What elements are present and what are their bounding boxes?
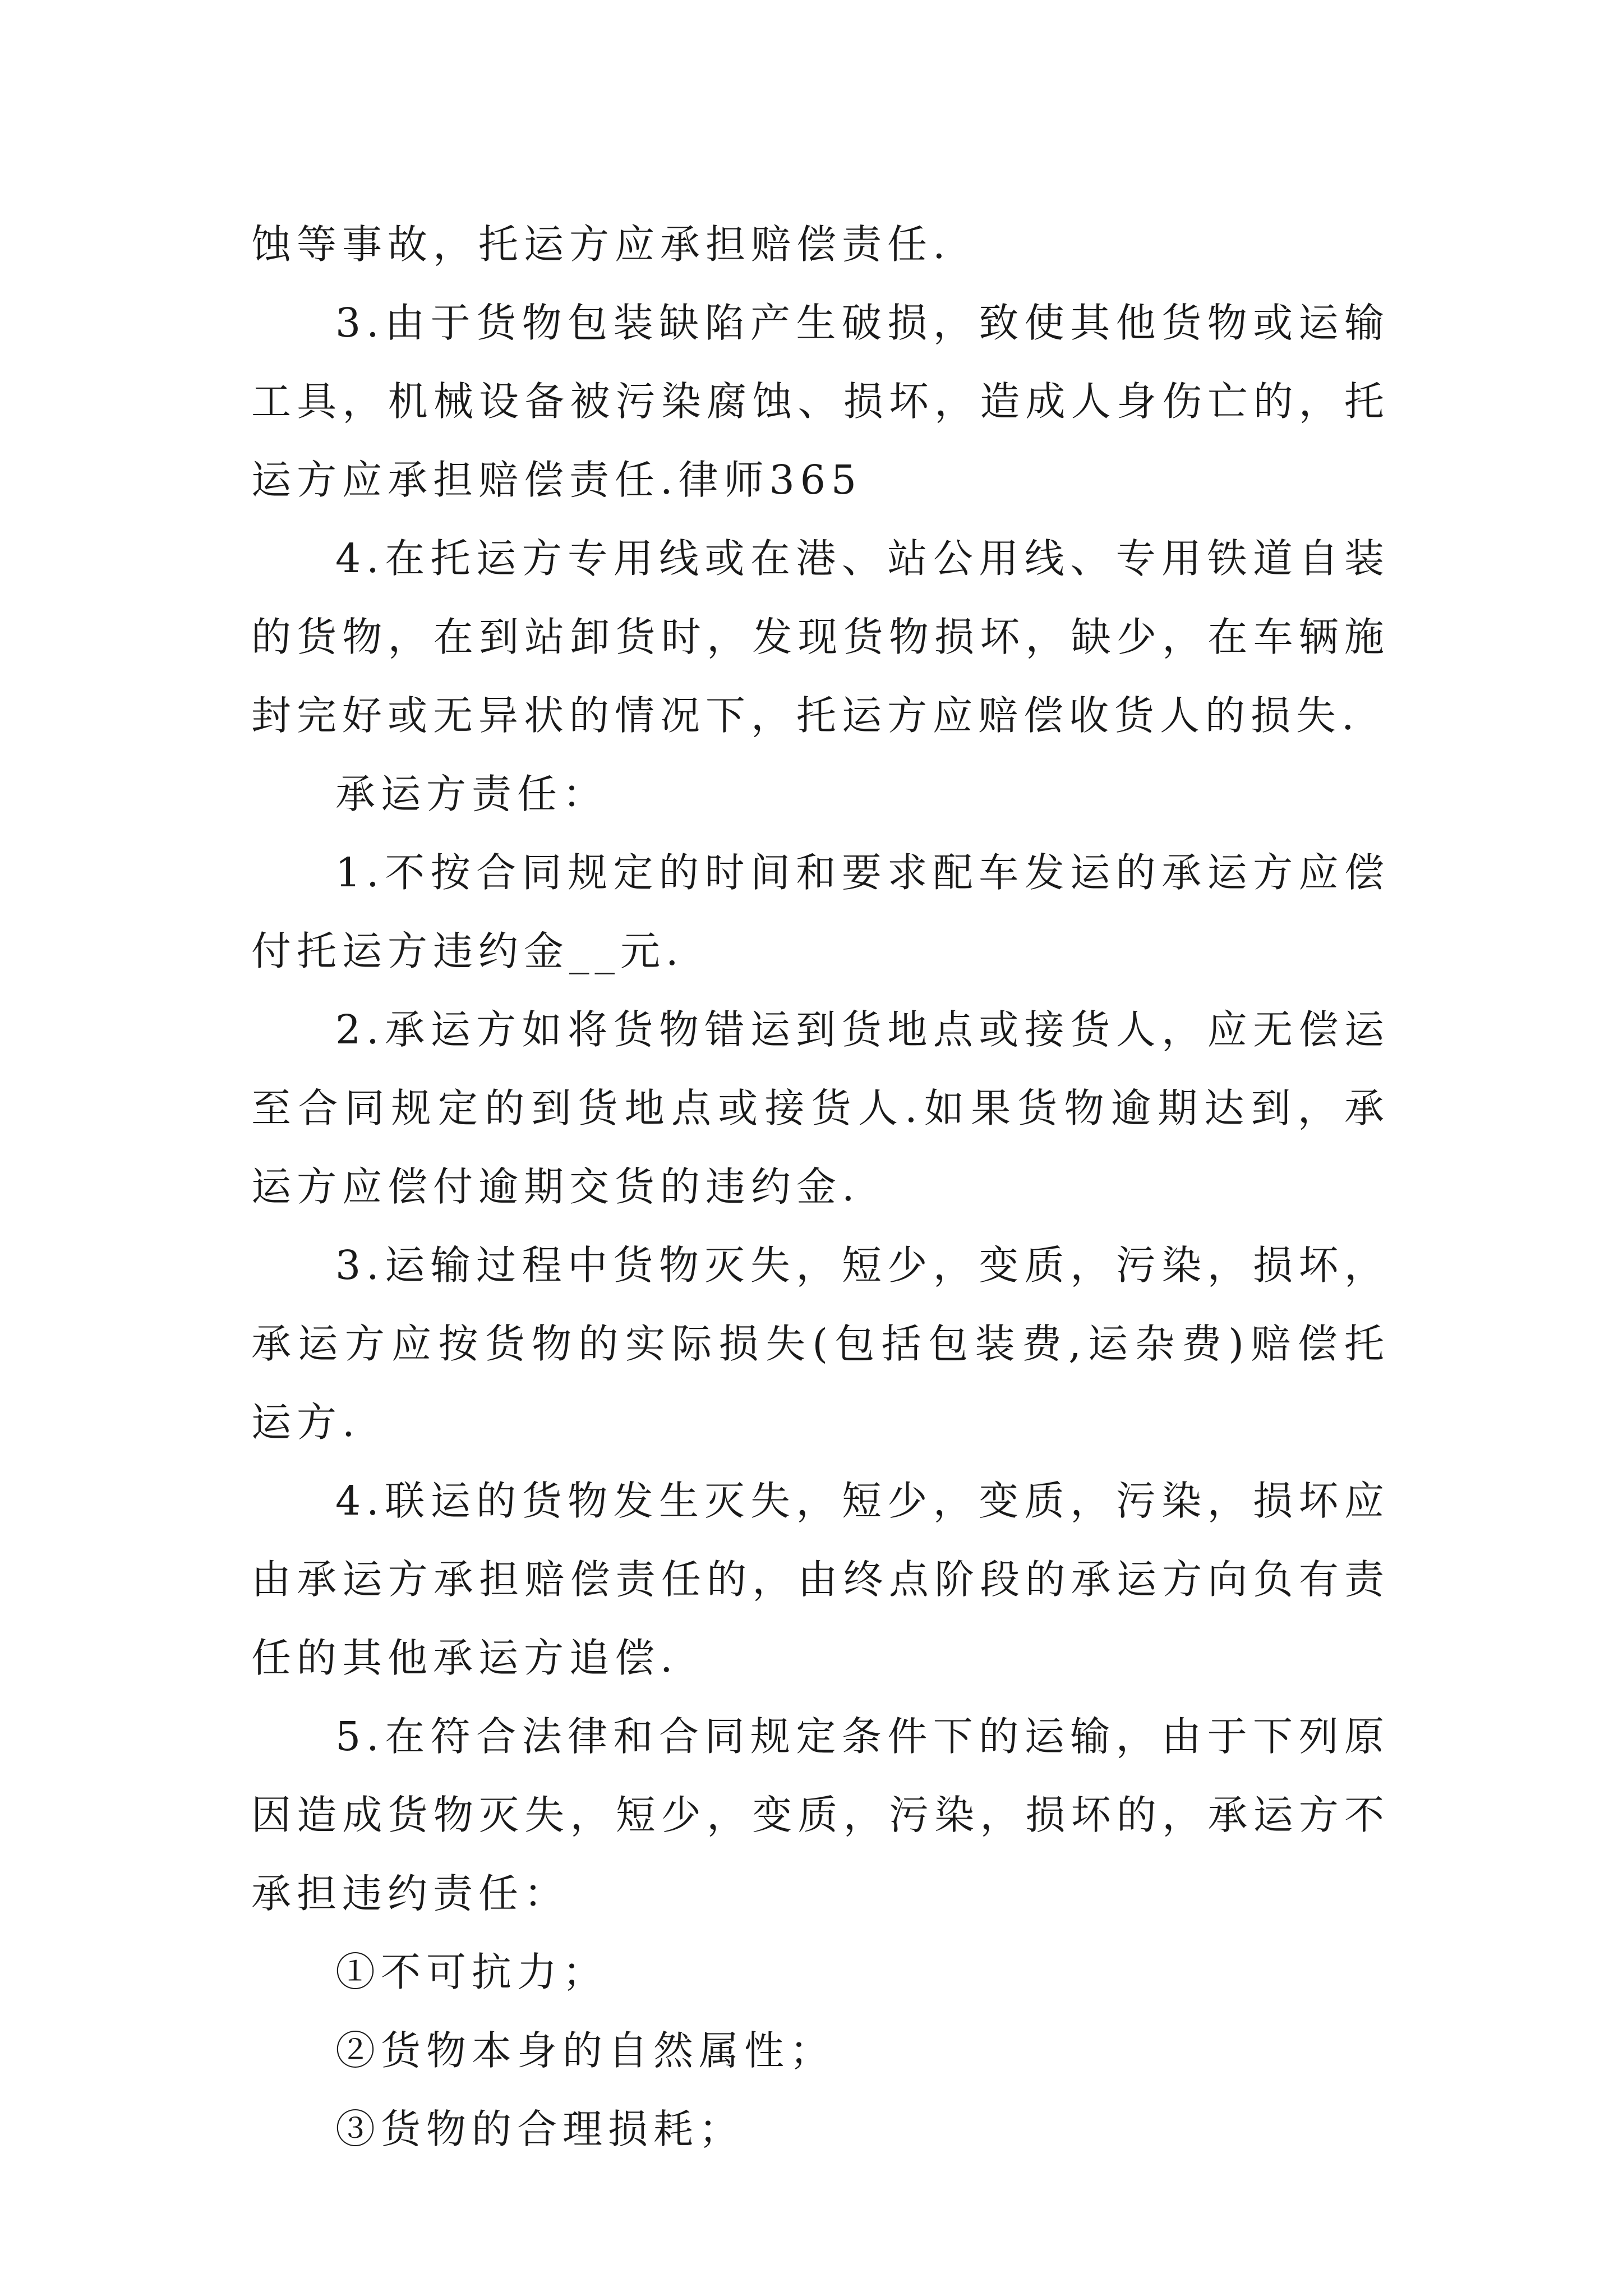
paragraph-carrier-item-3: 3.运输过程中货物灭失，短少，变质，污染，损坏，承运方应按货物的实际损失(包括包装费,运杂费)赔偿托运方. [251, 1242, 1390, 1446]
section-heading-carrier-liability: 承运方责任： [335, 771, 608, 817]
paragraph-carrier-item-2: 2.承运方如将货物错运到货地点或接货人，应无偿运至合同规定的到货地点或接货人.如果货物逾期达到，承运方应偿付逾期交货的违约金. [251, 1006, 1390, 1210]
paragraph-shipper-item-4: 4.在托运方专用线或在港、站公用线、专用铁道自装的货物，在到站卸货时，发现货物损坏，缺少，在车辆施封完好或无异状的情况下，托运方应赔偿收货人的损失. [251, 535, 1390, 739]
paragraph-carrier-item-5: 5.在符合法律和合同规定条件下的运输，由于下列原因造成货物灭失，短少，变质，污染，损坏的，承运方不承担违约责任： [251, 1713, 1390, 1917]
paragraph-carrier-item-4: 4.联运的货物发生灭失，短少，变质，污染，损坏应由承运方承担赔偿责任的，由终点阶段的承运方向负有责任的其他承运方追偿. [251, 1478, 1390, 1681]
paragraph-carrier-item-1: 1.不按合同规定的时间和要求配车发运的承运方应偿付托运方违约金__元. [251, 849, 1390, 974]
list-item-reasonable-loss: ③货物的合理损耗； [335, 2106, 745, 2152]
paragraph-shipper-item-3: 3.由于货物包装缺陷产生破损，致使其他货物或运输工具，机械设备被污染腐蚀、损坏，造成人身伤亡的，托运方应承担赔偿责任.律师365 [251, 300, 1390, 503]
paragraph-liability-end: 蚀等事故，托运方应承担赔偿责任. [251, 221, 951, 268]
list-item-natural-property: ②货物本身的自然属性； [335, 2027, 836, 2074]
document-body [251, 205, 1390, 2169]
list-item-force-majeure: ①不可抗力； [335, 1949, 608, 1995]
